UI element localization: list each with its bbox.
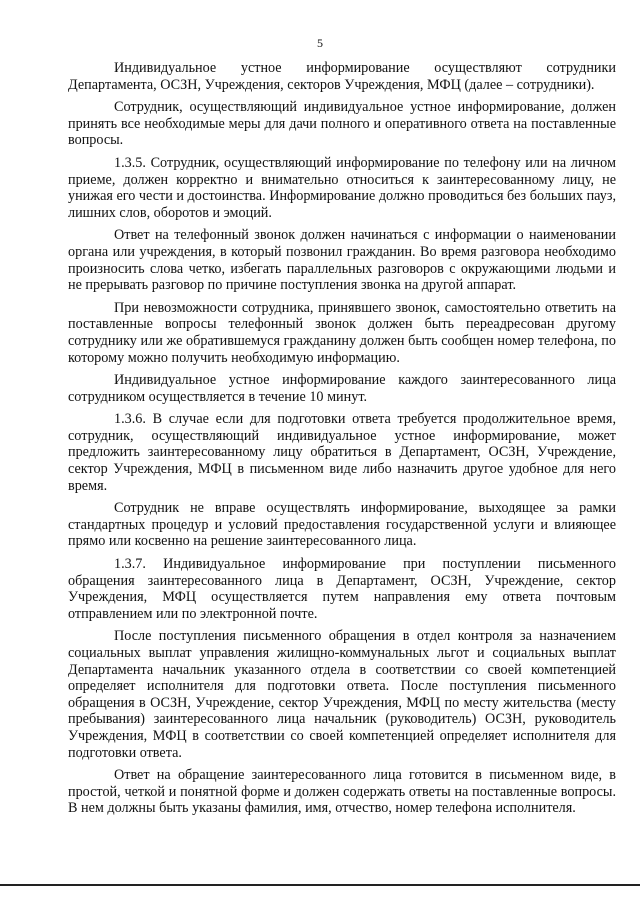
document-body: [68, 60, 616, 823]
paragraph: После поступления письменного обращения в отдел контроля за назначением социальных выплат управления жилищно-коммунальных льгот и социальных выплат Департамента начальник указанного отдела в соответствии со своей компетенцией определяет исполнителя для подготовки ответа. После поступления письменного обращения в ОСЗН, Учреждение, сектор Учреждения, МФЦ по месту жительства (месту пребывания) заинтересованного лица начальник (руководитель) ОСЗН, руководитель Учреждения, МФЦ в соответствии со своей компетенцией определяет исполнителя для подготовки ответа.: [68, 628, 616, 761]
paragraph: Ответ на телефонный звонок должен начинаться с информации о наименовании органа или учреждения, в который позвонил гражданин. Во время разговора необходимо произносить слова четко, избегать параллельных разговоров с окружающими людьми и не прерывать разговор по причине поступления звонка на другой аппарат.: [68, 227, 616, 294]
paragraph: Ответ на обращение заинтересованного лица готовится в письменном виде, в простой, четкой и понятной форме и должен содержать ответы на поставленные вопросы. В нем должны быть указаны фамилия, имя, отчество, номер телефона исполнителя.: [68, 767, 616, 817]
paragraph: 1.3.7. Индивидуальное информирование при поступлении письменного обращения заинтересованного лица в Департамент, ОСЗН, Учреждение, сектор Учреждения, МФЦ осуществляется путем направления ему ответа почтовым отправлением или по электронной почте.: [68, 556, 616, 622]
paragraph: Сотрудник не вправе осуществлять информирование, выходящее за рамки стандартных процедур и условий предоставления государственной услуги и влияющее прямо или косвенно на решение заинтересованного лица.: [68, 500, 616, 550]
paragraph: Индивидуальное устное информирование осуществляют сотрудники Департамента, ОСЗН, Учреждения, секторов Учреждения, МФЦ (далее – сотрудники).: [68, 60, 616, 93]
paragraph: При невозможности сотрудника, принявшего звонок, самостоятельно ответить на поставленные вопросы телефонный звонок должен быть переадресован другому сотруднику или же обратившемуся гражданину должен быть сообщен номер телефона, по которому можно получить необходимую информацию.: [68, 299, 616, 366]
page-number: 5: [317, 36, 323, 50]
bottom-rule: [0, 884, 640, 886]
paragraph: Сотрудник, осуществляющий индивидуальное устное информирование, должен принять все необходимые меры для дачи полного и оперативного ответа на поставленные вопросы.: [68, 99, 616, 149]
paragraph: 1.3.6. В случае если для подготовки ответа требуется продолжительное время, сотрудник, осуществляющий индивидуальное устное информирование, может предложить заинтересованному лицу обратиться в Департамент, ОСЗН, Учреждение, сектор Учреждения, МФЦ в письменном виде либо назначить другое удобное для него время.: [68, 411, 616, 494]
paragraph: 1.3.5. Сотрудник, осуществляющий информирование по телефону или на личном приеме, должен корректно и внимательно относиться к заинтересованному лицу, не унижая его чести и достоинства. Информирование должно проводиться без больших пауз, лишних слов, оборотов и эмоций.: [68, 154, 616, 221]
paragraph: Индивидуальное устное информирование каждого заинтересованного лица сотрудником осуществляется в течение 10 минут.: [68, 372, 616, 405]
